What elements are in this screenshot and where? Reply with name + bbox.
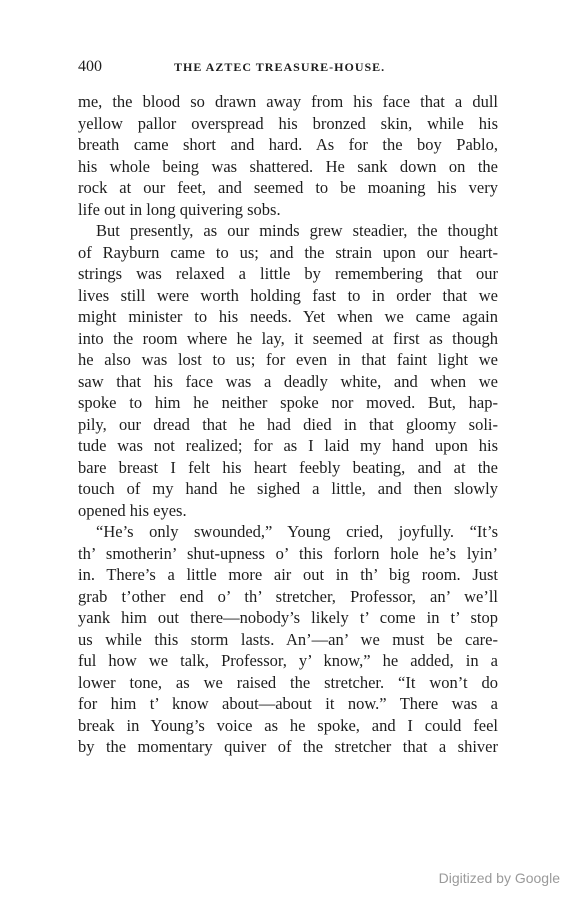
text-line: spoke to him he neither spoke nor moved. But, hap- bbox=[78, 393, 498, 412]
text-line: pily, our dread that he had died in that gloomy soli- bbox=[78, 414, 498, 434]
running-title: THE AZTEC TREASURE-HOUSE. bbox=[174, 60, 386, 74]
text-line: bare breast I felt his heart feebly beating, and at the bbox=[78, 457, 498, 477]
text-line: of Rayburn came to us; and the strain upon our heart- bbox=[78, 242, 498, 262]
page-header bbox=[78, 58, 498, 78]
digitized-watermark: Digitized by Google bbox=[438, 870, 560, 886]
text-line: by the momentary quiver of the stretcher that a shiver bbox=[78, 737, 498, 756]
text-line: life out in long quivering sobs. bbox=[78, 199, 281, 219]
body-text bbox=[78, 91, 498, 758]
text-line: th’ smotherin’ shut-upness o’ this forlorn hole he’s lyin’ bbox=[78, 543, 498, 563]
text-line: ful how we talk, Professor, y’ know,” he added, in a bbox=[78, 651, 498, 670]
text-line: opened his eyes. bbox=[78, 500, 187, 520]
text-line: me, the blood so drawn away from his face that a dull bbox=[78, 92, 498, 111]
text-line: his whole being was shattered. He sank down on the bbox=[78, 156, 498, 176]
text-line: yank him out there—nobody’s likely t’ come in t’ stop bbox=[78, 608, 498, 627]
text-line: might minister to his needs. Yet when we came again bbox=[78, 307, 498, 326]
text-line: for him t’ know about—about it now.” There was a bbox=[78, 694, 498, 713]
text-line: break in Young’s voice as he spoke, and I could feel bbox=[78, 715, 498, 735]
text-line: into the room where he lay, it seemed at first as though bbox=[78, 328, 498, 348]
text-line: in. There’s a little more air out in th’ big room. Just bbox=[78, 565, 498, 584]
text-line: touch of my hand he sighed a little, and then slowly bbox=[78, 479, 498, 498]
text-line: But presently, as our minds grew steadier, the thought bbox=[96, 221, 498, 240]
text-line: grab t’other end o’ th’ stretcher, Professor, an’ we’ll bbox=[78, 586, 498, 606]
text-line: yellow pallor overspread his bronzed skin, while his bbox=[78, 113, 498, 133]
text-line: rock at our feet, and seemed to be moaning his very bbox=[78, 178, 498, 197]
text-line: lower tone, as we raised the stretcher. “It won’t do bbox=[78, 672, 498, 692]
text-line: strings was relaxed a little by remembering that our bbox=[78, 264, 498, 283]
text-line: saw that his face was a deadly white, and when we bbox=[78, 371, 498, 391]
text-line: tude was not realized; for as I laid my hand upon his bbox=[78, 436, 498, 455]
text-line: “He’s only swounded,” Young cried, joyfully. “It’s bbox=[96, 522, 498, 541]
text-line: us while this storm lasts. An’—an’ we must be care- bbox=[78, 629, 498, 649]
text-line: lives still were worth holding fast to in order that we bbox=[78, 285, 498, 305]
page-number: 400 bbox=[78, 58, 102, 75]
text-line: breath came short and hard. As for the boy Pablo, bbox=[78, 135, 498, 154]
text-line: he also was lost to us; for even in that faint light we bbox=[78, 350, 498, 369]
